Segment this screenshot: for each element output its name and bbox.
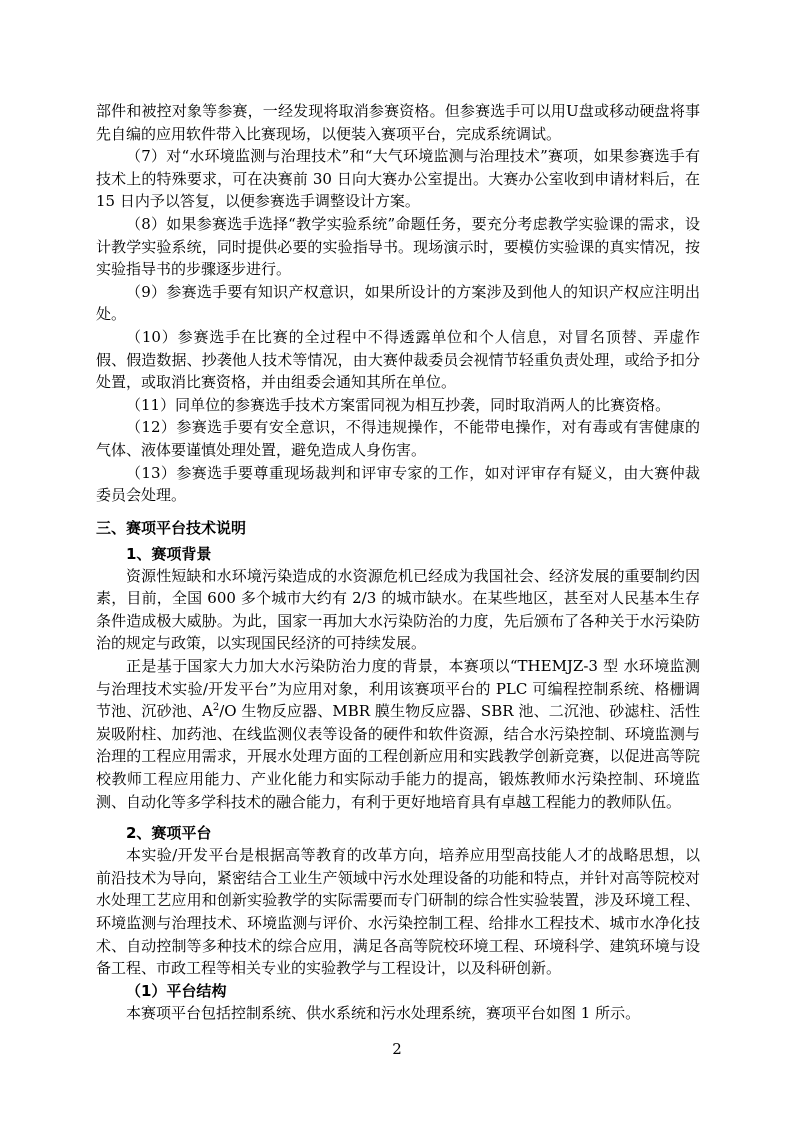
subheading-platform: 2、赛项平台 (126, 824, 212, 843)
paragraph-continued: 部件和被控对象等参赛，一经发现将取消参赛资格。但参赛选手可以用U盘或移动硬盘将事先自编的应用软件带入比赛现场，以便装入赛项平台，完成系统调试。 (96, 102, 700, 143)
background-text-part-2: /O 生物反应器、MBR 膜生物反应器、SBR 池、二沉池、砂滤柱、活性炭吸附柱、加药池、在线监测仪表等设备的硬件和软件资源，结合水污染控制、环境监测与治理的工程应用需求，开展水处理方面的工程创新应用和实践教学创新竞赛，以促进高等院校教师工程应用能力、产业化能力和实际动手能力的提高，锻炼教师水污染控制、环境监测、自动化等多学科技术的融合能力，有利于更好地培育具有卓越工程能力的教师队伍。 (96, 702, 700, 811)
superscript-2: 2 (212, 702, 220, 714)
paragraph-item-13: （13）参赛选手要尊重现场裁判和评审专家的工作，如对评审存有疑义，由大赛仲裁委员会处理。 (96, 463, 700, 505)
paragraph-item-10: （10）参赛选手在比赛的全过程中不得透露单位和个人信息，对冒名顶替、弄虚作假、假造数据、抄袭他人技术等情况，由大赛仲裁委员会视情节轻重负责处理，或给予扣分处置，或取消比赛资格，并由组委会通知其所在单位。 (96, 327, 700, 392)
subheading-background: 1、赛项背景 (126, 544, 212, 563)
section-heading-3: 三、赛项平台技术说明 (96, 518, 247, 537)
paragraph-item-8: （8）如果参赛选手选择“教学实验系统”命题任务，要充分考虑教学实验课的需求，设计教学实验系统，同时提供必要的实验指导书。现场演示时，要模仿实验课的真实情况，按实验指导书的步骤逐步进行。 (96, 214, 700, 279)
paragraph-item-7: （7）对“水环境监测与治理技术”和“大气环境监测与治理技术”赛项，如果参赛选手有技术上的特殊要求，可在决赛前 30 日向大赛办公室提出。大赛办公室收到申请材料后，在 15 日内予以答复，以便参赛选手调整设计方案。 (96, 147, 700, 211)
document-body (96, 100, 700, 1024)
background-text-part-1: 正是基于国家大力加大水污染防治力度的背景，本赛项以“THEMJZ-3 型 水环境监测与治理技术实验/开发平台”为应用对象，利用该赛项平台的 PLC 可编程控制系统、格栅调节池、沉砂池、A (96, 657, 700, 721)
paragraph-item-12: （12）参赛选手要有安全意识，不得违规操作，不能带电操作，对有毒或有害健康的气体、液体要谨慎处理处置，避免造成人身伤害。 (96, 418, 700, 459)
page-number: 2 (392, 1040, 402, 1058)
paragraph-platform-2: 本赛项平台包括控制系统、供水系统和污水处理系统，赛项平台如图 1 所示。 (126, 1003, 641, 1022)
paragraph-item-11: （11）同单位的参赛选手技术方案雷同视为相互抄袭，同时取消两人的比赛资格。 (126, 395, 671, 414)
paragraph-background-1: 资源性短缺和水环境污染造成的水资源危机已经成为我国社会、经济发展的重要制约因素，目前，全国 600 多个城市大约有 2/3 的城市缺水。在某些地区，甚至对人民基本生存条件造成极大威胁。为此，国家一再加大水污染防治的力度，先后颁布了各种关于水污染防治的规定与政策，以实现国民经济的可持续发展。 (96, 566, 700, 653)
subheading-platform-structure: （1）平台结构 (126, 981, 227, 1000)
paragraph-item-9: （9）参赛选手要有知识产权意识，如果所设计的方案涉及到他人的知识产权应注明出处。 (96, 282, 700, 324)
paragraph-background-2 (96, 655, 700, 813)
paragraph-platform-1: 本实验/开发平台是根据高等教育的改革方向，培养应用型高技能人才的战略思想，以前沿技术为导向，紧密结合工业生产领域中污水处理设备的功能和特点，并针对高等院校对水处理工艺应用和创新实验教学的实际需要而专门研制的综合性实验装置，涉及环境工程、环境监测与治理技术、环境监测与评价、水污染控制工程、给排水工程技术、城市水净化技术、自动控制等多种技术的综合应用，满足各高等院校环境工程、环境科学、建筑环境与设备工程、市政工程等相关专业的实验教学与工程设计，以及科研创新。 (96, 846, 700, 978)
